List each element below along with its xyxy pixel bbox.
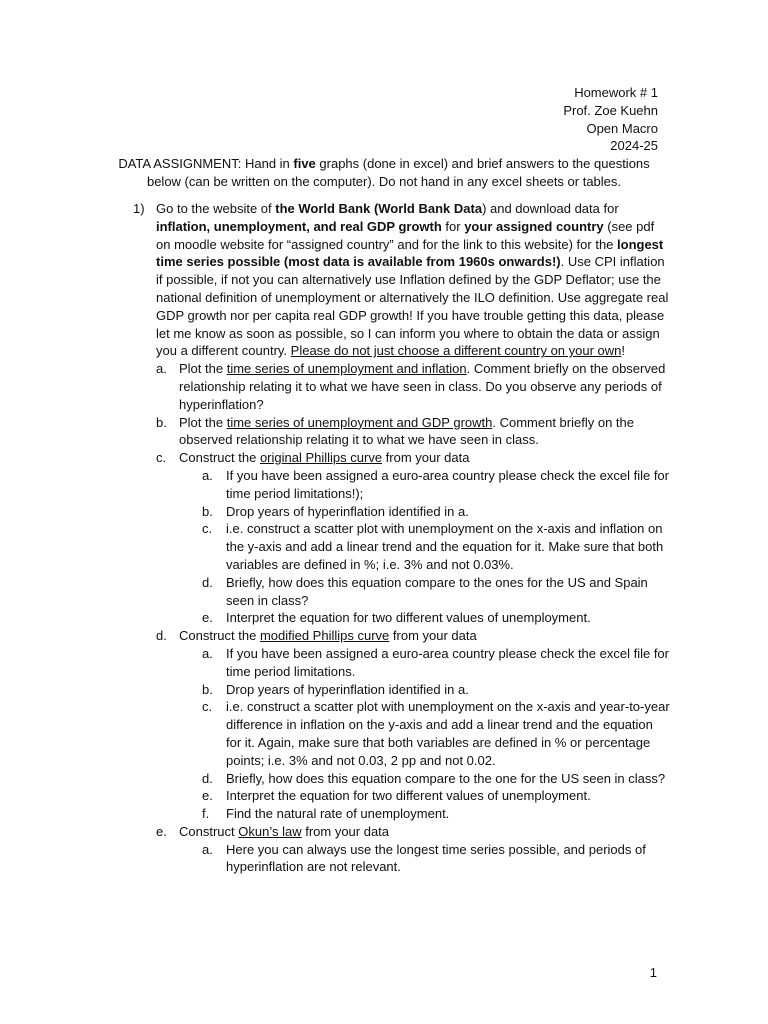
- page-number: 1: [649, 965, 657, 980]
- list-item: f. Find the natural rate of unemployment.: [202, 806, 450, 822]
- list-item: b. Drop years of hyperinflation identified in a.: [202, 503, 469, 519]
- assignment-intro: DATA ASSIGNMENT: Hand in five graphs (done in excel) and brief answers to the questions below (can be written on the computer). Do not hand in any excel sheets or tables.: [118, 156, 650, 189]
- list-item: a. If you have been assigned a euro-area country please check the excel file for time period limitations!);: [202, 467, 669, 501]
- task-1: 1) Go to the website of the World Bank (World Bank Data) and download data for inflation, unemployment, and real GDP growth for your assigned country (see pdf on moodle website for “assigned country” and for the link to this website) for the longest time series possible (most data is available from 1960s onwards!). Use CPI inflation if possible, if not you can alternatively use Inflation defined by the GDP Deflator; use the national definition of unemployment or alternatively the ILO definition. Use aggregate real GDP growth nor per capita real GDP growth! If you have trouble getting this data, please let me know as soon as possible, so I can inform you where to obtain the data or assign you a different country. Please do not just choose a different country on your own! a. Plot the time series of unemployment and inflation. Comment briefly on the observed relationship relating it to what we have seen in class. Do you observe any periods of hyperinflation? b. Plot the time series of unemployment and GDP growth. Comment briefly on the observed relationship relating it to what we have seen in class. c. Construct the original Phillips curve from your data a. If you have been assigned a euro-area country please check the excel file for time period limitations!); b. Drop years of hyperinflation identified in a. c. i.e. construct a scatter plot with unemployment on the x-axis and inflation on the y-axis and add a linear trend and the equation for it. Make sure that both variables are defined in %; i.e. 3% and not 0.03%. d. Briefly, how does this equation compare to the ones for the US and Spain seen in class? e. Interpret the equation for two different values of unemployment. d. Construct the modified Phillips curve from your data a. If you have been assigned a euro-area country please check the excel file for time period limitations. b. Drop years of hyperinflation identified in a. c. i.e. construct a scatter plot with unemployment on the x-axis and year-to-year difference in inflation on the y-axis and add a linear trend and the equation for it. Again, make sure that both variables are defined in % or percentage points; i.e. 3% and not 0.03, 2 pp and not 0.02. d. Briefly, how does this equation compare to the one for the US seen in class? e. Interpret the equation for two different values of unemployment. f. Find the natural rate of unemployment. e. Construct Okun’s law from your data a. Here you can always use the longest time series possible, and periods of hyperinflation are not relevant.: [133, 201, 670, 875]
- list-item: a. Here you can always use the longest time series possible, and periods of hyperinflation are not relevant.: [202, 841, 646, 875]
- subtask-d: d. Construct the modified Phillips curve from your data: [156, 628, 477, 644]
- list-item: d. Briefly, how does this equation compare to the ones for the US and Spain seen in class?: [202, 574, 648, 608]
- professor-name: Prof. Zoe Kuehn: [563, 102, 658, 118]
- assignment-body: [110, 200, 670, 876]
- subtask-c: c. Construct the original Phillips curve from your data: [156, 450, 470, 466]
- list-item: a. If you have been assigned a euro-area country please check the excel file for time period limitations.: [202, 645, 669, 679]
- subtask-e-list: [179, 841, 670, 877]
- task-number: 1): [133, 201, 145, 216]
- list-item: e. Interpret the equation for two different values of unemployment.: [202, 788, 591, 804]
- subtask-b: b. Plot the time series of unemployment and GDP growth. Comment briefly on the observed relationship relating it to what we have seen in class.: [156, 414, 634, 448]
- list-item: c. i.e. construct a scatter plot with unemployment on the x-axis and inflation on the y-axis and add a linear trend and the equation for it. Make sure that both variables are defined in %; i.e. 3% and not 0.03%.: [202, 521, 664, 572]
- subtask-a: a. Plot the time series of unemployment and inflation. Comment briefly on the observed relationship relating it to what we have seen in class. Do you observe any periods of hyperinflation?: [156, 361, 666, 412]
- course-name: Open Macro: [586, 120, 658, 136]
- subtask-d-list: [179, 645, 670, 823]
- document-header: [563, 84, 658, 155]
- list-item: d. Briefly, how does this equation compare to the one for the US seen in class?: [202, 770, 666, 786]
- list-item: b. Drop years of hyperinflation identified in a.: [202, 681, 469, 697]
- subtask-c-list: [179, 467, 670, 627]
- list-item: e. Interpret the equation for two different values of unemployment.: [202, 610, 591, 626]
- subtask-e: e. Construct Okun’s law from your data: [156, 823, 390, 839]
- list-item: c. i.e. construct a scatter plot with unemployment on the x-axis and year-to-year difference in inflation on the y-axis and add a linear trend and the equation for it. Again, make sure that both variables are defined in % or percentage points; i.e. 3% and not 0.03, 2 pp and not 0.02.: [202, 699, 670, 768]
- academic-year: 2024-25: [610, 138, 658, 154]
- homework-title: Homework # 1: [574, 85, 658, 100]
